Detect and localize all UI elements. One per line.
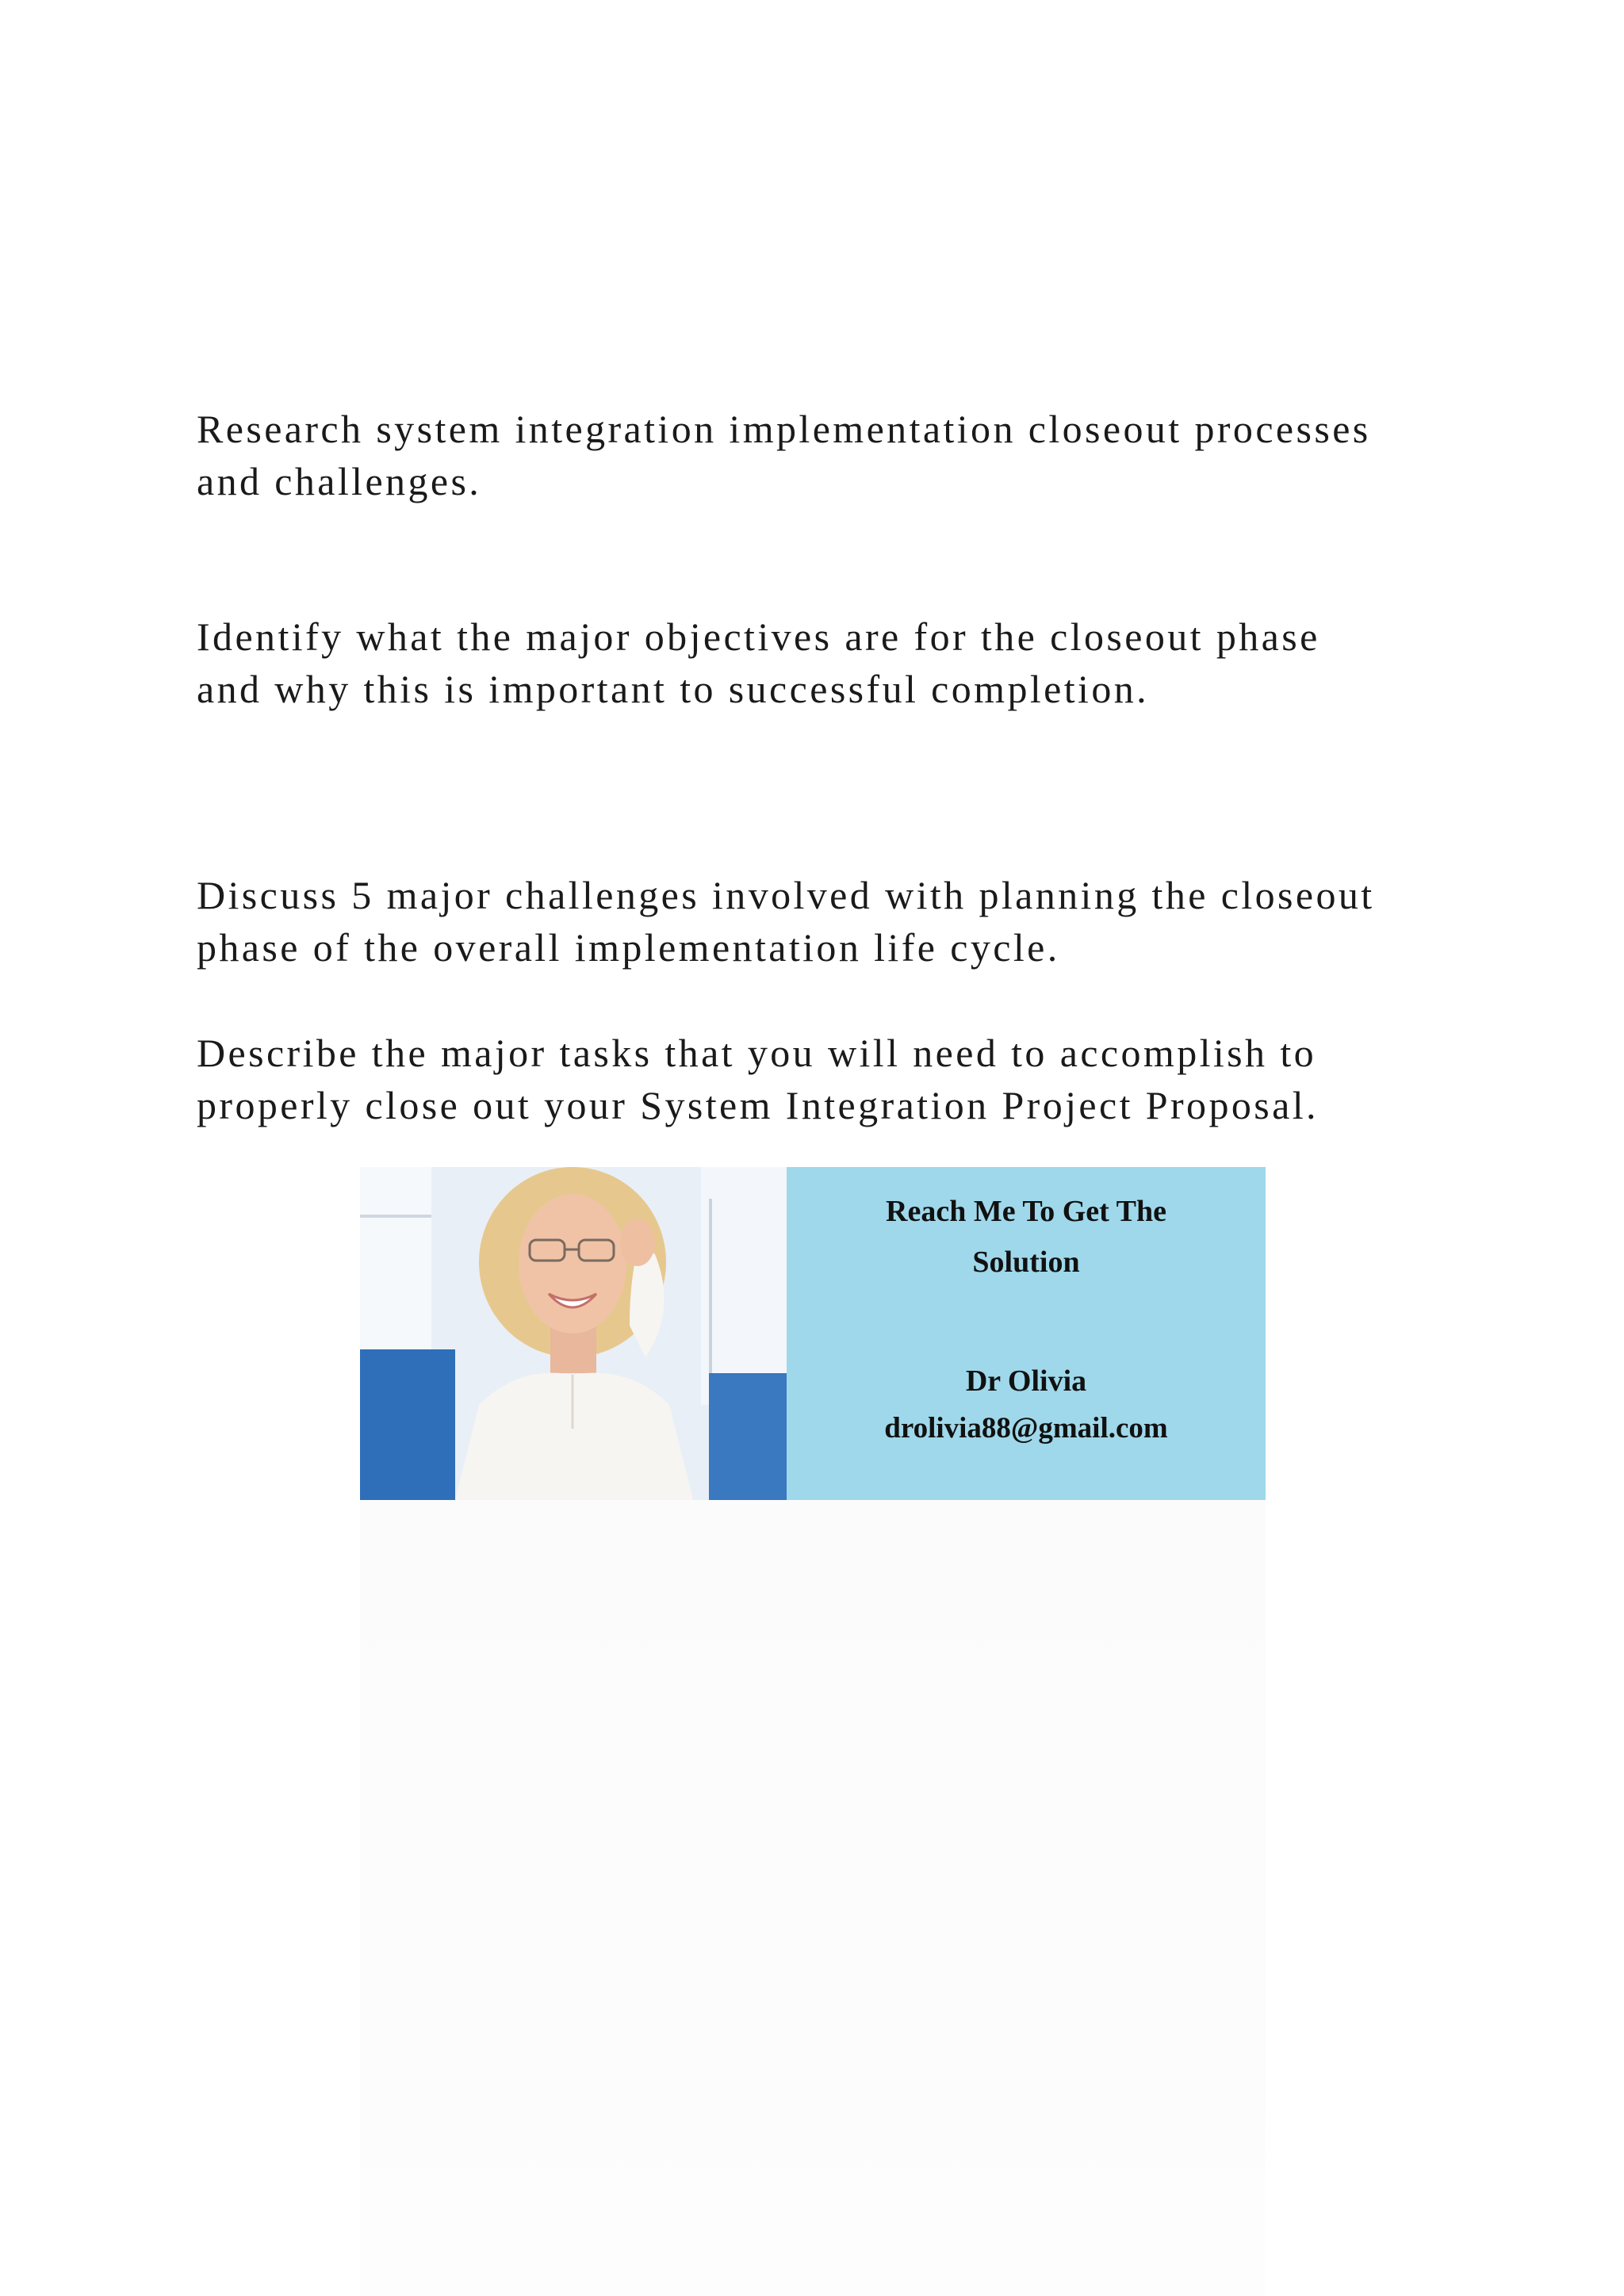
paragraph-identify: Identify what the major objectives are for the closeout phase and why this is important to successful completion. xyxy=(197,614,1320,711)
promo-banner xyxy=(360,1167,1266,1500)
contact-panel xyxy=(787,1167,1266,1500)
paragraph-discuss: Discuss 5 major challenges involved with planning the closeout phase of the overall implementation life cycle. xyxy=(197,873,1375,970)
scan-fade-region xyxy=(360,1500,1266,2296)
woman-photo xyxy=(360,1167,787,1500)
paragraph-describe: Describe the major tasks that you will need to accomplish to properly close out your System Integration Project Proposal. xyxy=(197,1031,1319,1127)
contact-name: Dr Olivia xyxy=(965,1364,1087,1398)
contact-email: drolivia88@gmail.com xyxy=(884,1412,1168,1445)
banner-title-line1: Reach Me To Get The xyxy=(886,1195,1166,1228)
paragraph-research: Research system integration implementation closeout processes and challenges. xyxy=(197,407,1371,503)
banner-title-line2: Solution xyxy=(972,1246,1080,1279)
